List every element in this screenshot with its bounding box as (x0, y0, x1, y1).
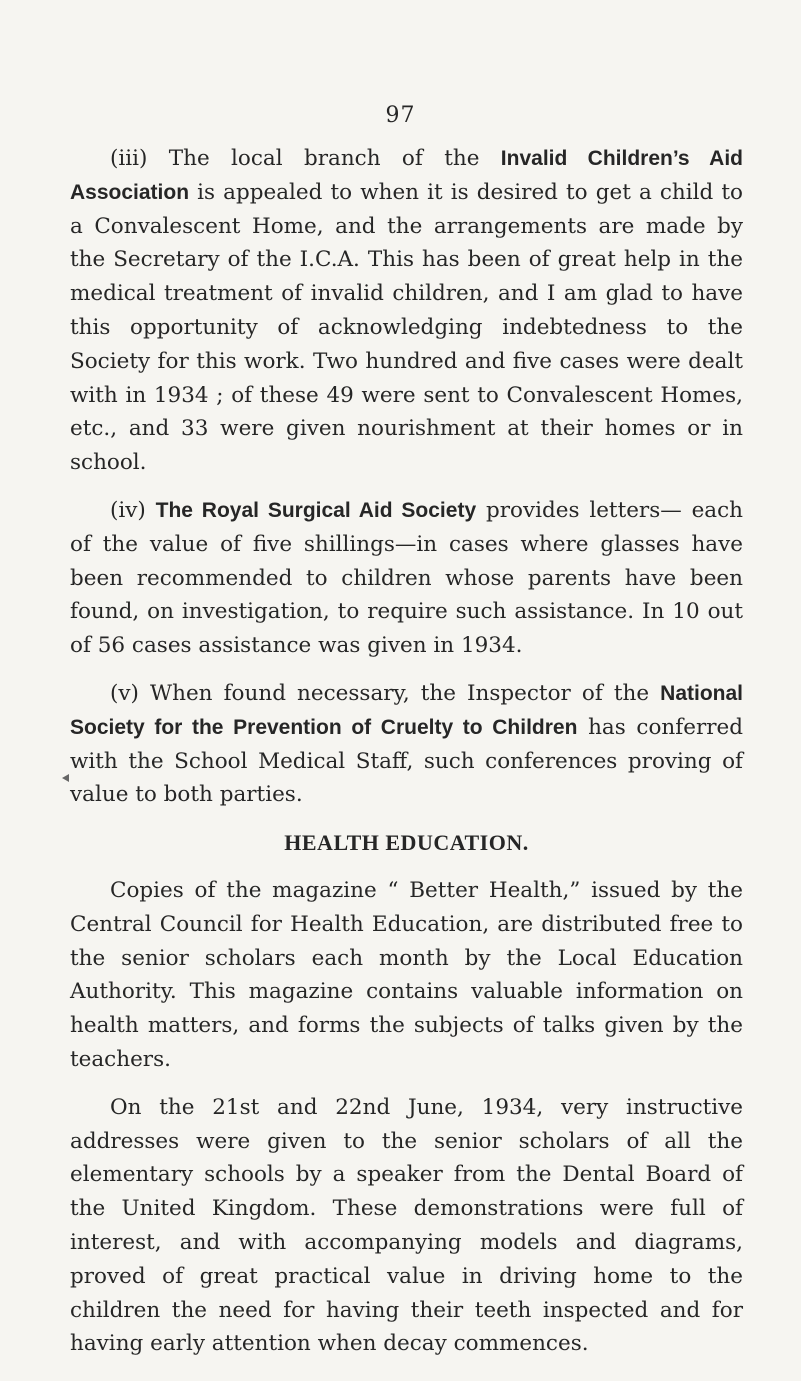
organisation-name: National Society for the Prevention of Cruelty to Children (70, 681, 743, 739)
paragraph-text: has conferred with the School Medical Staff, such conferences proving of value to both parties. (70, 714, 743, 808)
organisation-name: Invalid Children’s Aid Association (70, 147, 744, 204)
paragraph-text: provides letters— each of the value of five shillings—in cases where glasses have been recommended to children whose parents have been found, on investigation, to require such assistance. In 10 out of 56 cases assistance was given in 1934. (70, 497, 744, 659)
paragraph-royal-surgical-aid (70, 494, 743, 663)
section-heading: HEALTH EDUCATION. (284, 830, 529, 856)
paragraph-nspcc (70, 677, 743, 812)
paragraph-text: (iv) (110, 497, 156, 523)
organisation-name: The Royal Surgical Aid Society (155, 498, 477, 522)
margin-mark-icon (62, 774, 69, 782)
paragraph-invalid-childrens-aid (70, 142, 743, 480)
paragraph-text: is appealed to when it is desired to get a child to a Convalescent Home, and the arrangements are made by the Secretary of the I.C.A. This has been of great help in the medical treatment of invalid children, and I am glad to have this opportunity of acknowledging indebtedness to the Society for this work. Two hundred and five cases were dealt with in 1934 ; of these 49 were sent to Convalescent Homes, etc., and 33 were given nourishment at their homes or in school. (70, 179, 743, 476)
paragraph-text: (iii) The local branch of the (110, 146, 501, 171)
paragraph-text: (v) When found necessary, the Inspector of the (110, 680, 661, 706)
page-number: 97 (385, 103, 416, 128)
paragraph-dental-board: On the 21st and 22nd June, 1934, very instructive addresses were given to the senior scholars of all the elementary schools by a speaker from the Dental Board of the United Kingdom. These demonstrations were full of interest, and with accompanying models and diagrams, proved of great practical value in driving home to the children the need for having their teeth inspected and for having early attention when decay commences. (70, 1094, 743, 1357)
paragraph-better-health: Copies of the magazine “ Better Health,” issued by the Central Council for Health Education, are distributed free to the senior scholars each month by the Local Education Authority. This magazine contains valuable information on health matters, and forms the subjects of talks given by the teachers. (70, 877, 743, 1072)
body-text (70, 142, 743, 1375)
